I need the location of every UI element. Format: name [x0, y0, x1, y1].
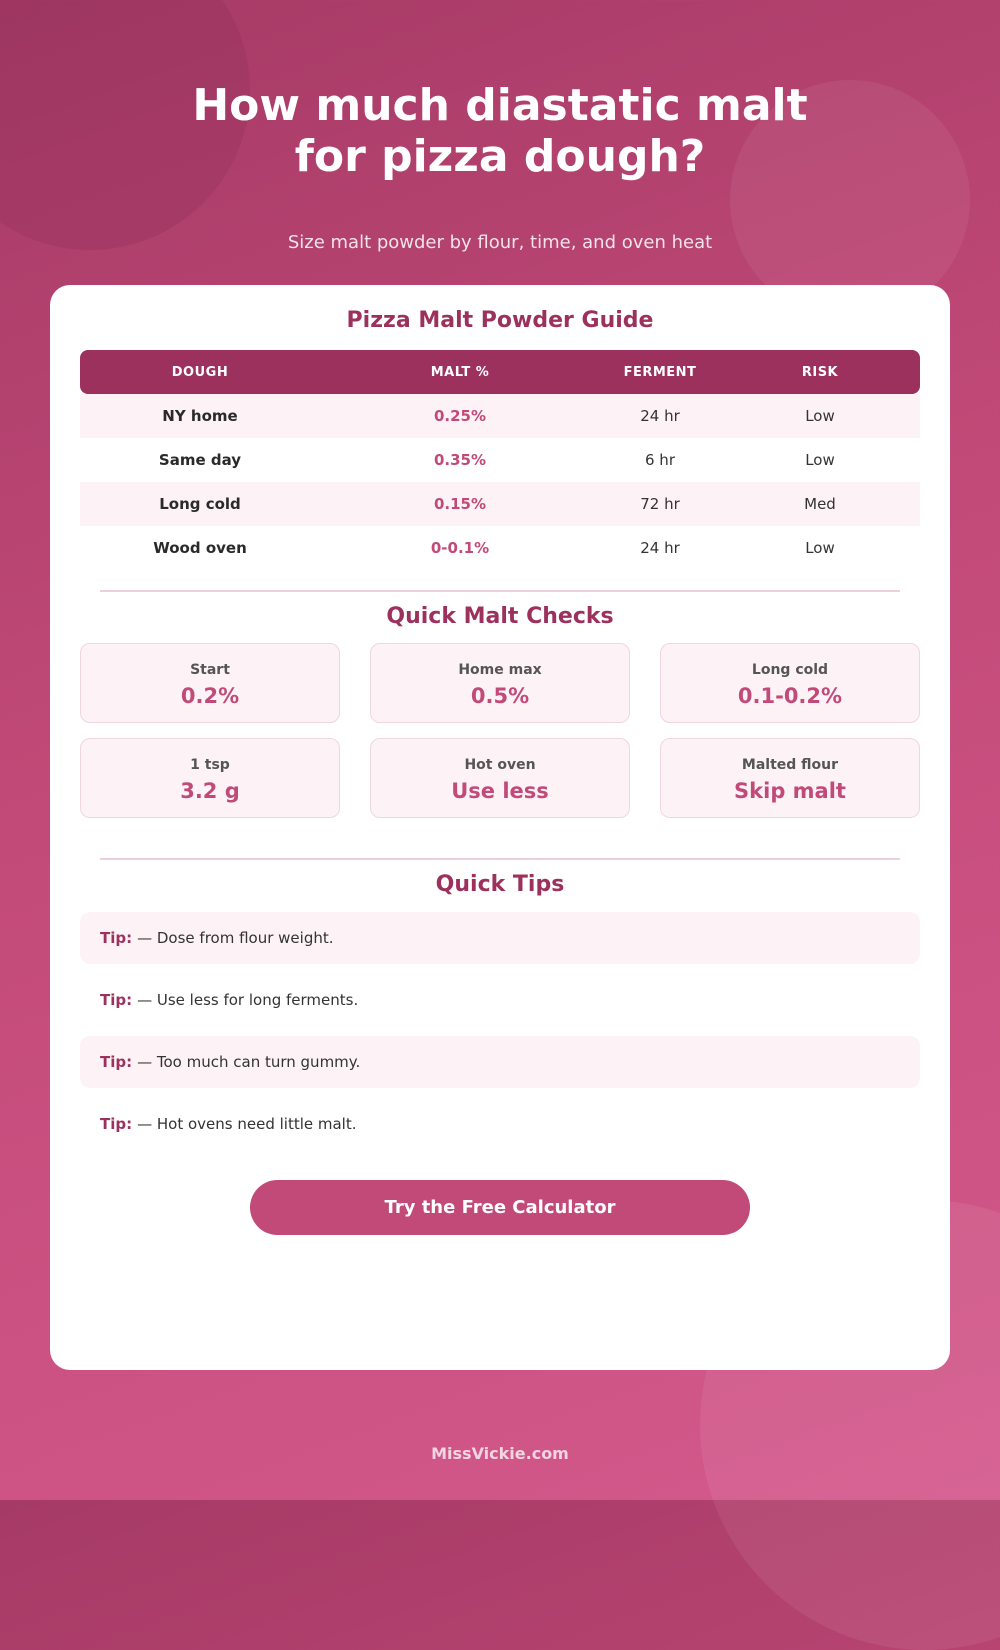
check-value: Use less — [451, 779, 549, 803]
cell-ferment: 72 hr — [640, 495, 680, 513]
check-value: Skip malt — [734, 779, 846, 803]
check-card — [80, 738, 340, 818]
cell-risk: Low — [805, 539, 835, 557]
check-card — [660, 643, 920, 723]
tip-text: — Too much can turn gummy. — [137, 1053, 361, 1071]
check-label: Long cold — [751, 662, 829, 678]
table-header — [80, 350, 920, 394]
tip-item — [80, 912, 920, 964]
tip-text: — Use less for long ferments. — [137, 991, 359, 1009]
check-value: 0.2% — [180, 684, 240, 708]
cell-malt: 0-0.1% — [430, 539, 490, 557]
cell-ferment: 6 hr — [645, 451, 675, 469]
check-label: Hot oven — [464, 757, 536, 773]
check-card — [370, 738, 630, 818]
header-dough: DOUGH — [171, 364, 229, 380]
cell-risk: Low — [805, 451, 835, 469]
cell-dough: Same day — [158, 451, 242, 469]
cell-malt: 0.25% — [433, 407, 487, 425]
tip-prefix: Tip: — [100, 1115, 133, 1133]
tip-text: — Dose from flour weight. — [137, 929, 334, 947]
check-card — [80, 643, 340, 723]
check-value: 3.2 g — [180, 779, 240, 803]
checks-title: Quick Malt Checks — [386, 604, 614, 629]
table-row — [80, 482, 920, 526]
calculator-button[interactable]: Try the Free Calculator — [250, 1180, 750, 1235]
check-label: Start — [190, 662, 230, 678]
check-label: 1 tsp — [190, 757, 230, 773]
check-card — [370, 643, 630, 723]
page-title-line-2: for pizza dough? — [294, 131, 706, 182]
check-card — [660, 738, 920, 818]
table-row — [80, 526, 920, 570]
cell-ferment: 24 hr — [640, 407, 680, 425]
page-title-line-1: How much diastatic malt — [192, 80, 808, 131]
table-row — [80, 394, 920, 438]
tip-prefix: Tip: — [100, 929, 133, 947]
header-malt: MALT % — [430, 364, 490, 380]
table-row — [80, 438, 920, 482]
check-label: Malted flour — [741, 757, 839, 773]
check-value: 0.1-0.2% — [737, 684, 843, 708]
cell-dough: Long cold — [159, 495, 241, 513]
section-divider — [100, 590, 900, 592]
guide-title: Pizza Malt Powder Guide — [346, 308, 654, 333]
section-divider — [100, 858, 900, 860]
page-subtitle: Size malt powder by flour, time, and oven heat — [287, 232, 713, 253]
cell-malt: 0.15% — [433, 495, 487, 513]
check-value: 0.5% — [470, 684, 530, 708]
tip-item — [80, 974, 920, 1026]
cell-ferment: 24 hr — [640, 539, 680, 557]
cell-dough: Wood oven — [153, 539, 247, 557]
tip-prefix: Tip: — [100, 991, 133, 1009]
tips-title: Quick Tips — [435, 872, 565, 897]
cell-risk: Low — [805, 407, 835, 425]
header-ferment: FERMENT — [623, 364, 697, 380]
cell-malt: 0.35% — [433, 451, 487, 469]
header-risk: RISK — [801, 364, 839, 380]
tip-text: — Hot ovens need little malt. — [137, 1115, 357, 1133]
footer-brand: MissVickie.com — [431, 1444, 569, 1463]
content-card — [50, 285, 950, 1370]
malt-guide-table — [80, 350, 920, 570]
check-label: Home max — [458, 662, 542, 678]
tip-prefix: Tip: — [100, 1053, 133, 1071]
tip-item — [80, 1098, 920, 1150]
cell-dough: NY home — [162, 407, 238, 425]
page-title — [0, 80, 1000, 182]
tip-item — [80, 1036, 920, 1088]
cell-risk: Med — [804, 495, 836, 513]
